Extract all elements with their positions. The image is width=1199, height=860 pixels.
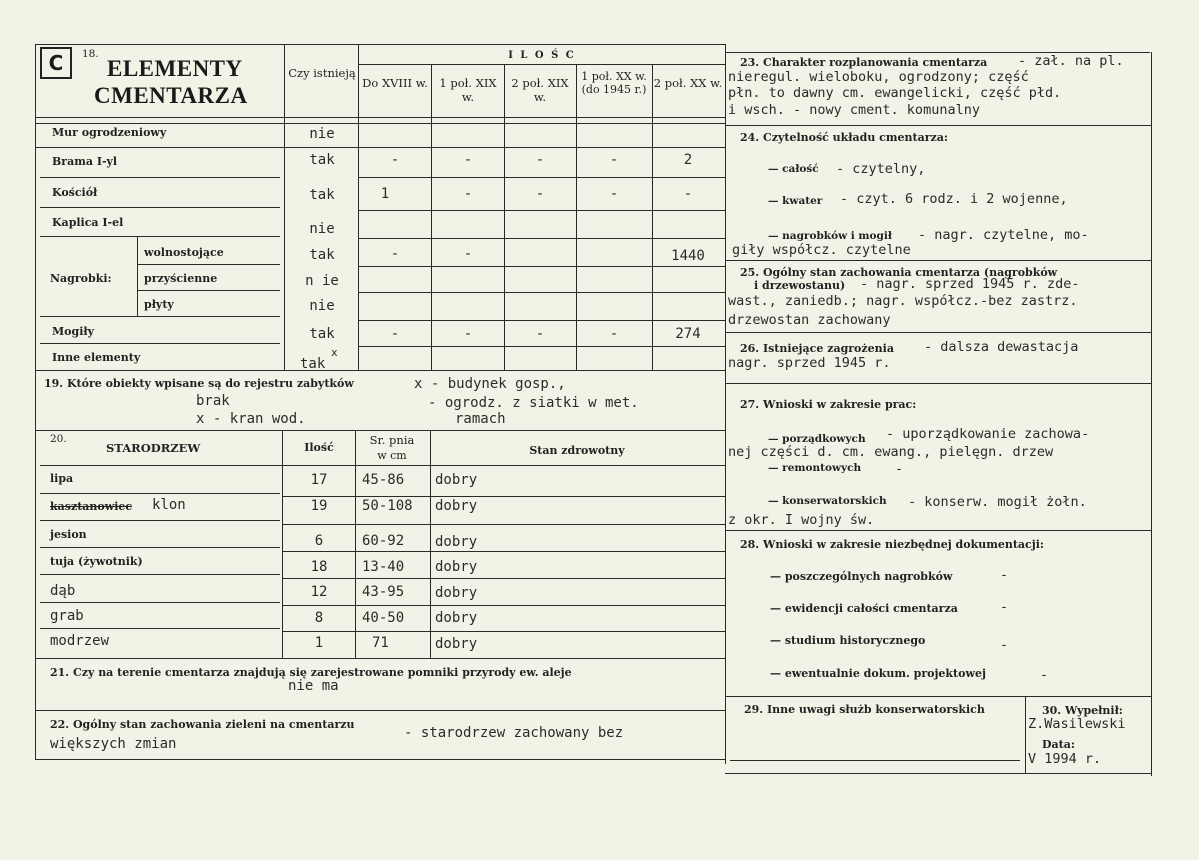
- tree-diam-header-1: Sr. pnia: [369, 433, 415, 447]
- tree-name: grab: [50, 608, 84, 624]
- sec28-dash: -: [1000, 637, 1009, 653]
- sec23-line-4: i wsch. - nowy cment. komunalny: [728, 102, 980, 118]
- qty-cell: -: [535, 326, 545, 342]
- row-label: wolnostojące: [144, 246, 224, 259]
- sec19-left-1: brak: [196, 393, 230, 409]
- sec27-item-conservation: — konserwatorskich: [768, 495, 887, 507]
- gravestones-group-label: Nagrobki:: [50, 272, 112, 285]
- x-mark: x: [331, 346, 338, 359]
- sec25-label-2: i drzewostanu): [754, 279, 846, 292]
- tree-state: dobry: [435, 585, 478, 601]
- date-value: V 1994 r.: [1028, 751, 1102, 767]
- qty-cell: -: [390, 246, 400, 262]
- exists-value: nie: [309, 126, 335, 142]
- sec23-line-1: - zał. na pl.: [1018, 53, 1124, 69]
- exists-value: nie: [309, 298, 335, 314]
- tree-qty: 19: [310, 498, 328, 514]
- period-header-4: 1 poł. XX w. (do 1945 r.): [581, 70, 647, 96]
- sec27-item-cleanup: — porządkowych: [768, 433, 866, 445]
- row-label: Mogiły: [52, 325, 95, 338]
- sec27-value-cleanup-2: nej części d. cm. ewang., pielęgn. drzew: [728, 444, 1054, 460]
- sec18-title-1: ELEMENTY: [107, 56, 243, 81]
- sec22-label: 22. Ogólny stan zachowania zieleni na cmentarzu: [50, 718, 355, 731]
- tree-qty: 17: [310, 472, 328, 488]
- sec27-item-repair: — remontowych: [768, 462, 862, 474]
- period-header-1: Do XVIII w.: [362, 76, 428, 90]
- qty-cell: -: [609, 326, 619, 342]
- tree-typed-name: klon: [152, 497, 186, 513]
- exists-value: tak: [309, 247, 335, 263]
- sec23-line-2: nieregul. wieloboku, ogrodzony; część: [728, 69, 1029, 85]
- tree-state: dobry: [435, 498, 478, 514]
- sec27-value-repair: -: [895, 461, 904, 477]
- exists-value: nie: [309, 221, 335, 237]
- tree-qty: 1: [314, 635, 324, 651]
- sec26-value-2: nagr. sprzed 1945 r.: [728, 355, 891, 371]
- sec27-value-cleanup: - uporządkowanie zachowa-: [886, 426, 1090, 442]
- tree-name: jesion: [50, 528, 87, 541]
- sec25-value-3: drzewostan zachowany: [728, 312, 891, 328]
- sec20-title: STARODRZEW: [106, 441, 201, 455]
- sec28-dash: -: [1000, 599, 1009, 615]
- sec24-value-whole: - czytelny,: [836, 161, 926, 177]
- qty-cell: -: [463, 152, 473, 168]
- tree-state: dobry: [435, 534, 478, 550]
- sec28-dash: -: [1000, 567, 1009, 583]
- sec24-value-quarters: - czyt. 6 rodz. i 2 wojenne,: [840, 191, 1068, 207]
- sec26-label: 26. Istniejące zagrożenia: [740, 342, 894, 355]
- sec27-value-conservation-2: z okr. I wojny św.: [728, 512, 875, 528]
- qty-cell: 274: [675, 326, 701, 342]
- tree-qty: 6: [314, 533, 324, 549]
- sec24-label: 24. Czytelność układu cmentarza:: [740, 131, 948, 144]
- tree-diam-header-2: w cm: [377, 449, 407, 462]
- tree-state: dobry: [435, 636, 478, 652]
- row-label: Mur ogrodzeniowy: [52, 126, 167, 139]
- qty-cell: -: [535, 152, 545, 168]
- sec26-value-1: - dalsza dewastacja: [924, 339, 1079, 355]
- quantity-header: I L O Ś C: [508, 50, 576, 61]
- tree-diam: 45-86: [362, 472, 405, 488]
- sec19-right-3: ramach: [455, 411, 506, 427]
- sec25-value-1: - nagr. sprzed 1945 r. zde-: [860, 276, 1080, 292]
- tree-diam: 40-50: [362, 610, 405, 626]
- sec19-right-2: - ogrodz. z siatki w met.: [428, 395, 639, 411]
- sec21-label: 21. Czy na terenie cmentarza znajdują się zarejestrowane pomniki przyrody ew. aleje: [50, 666, 572, 679]
- tree-diam: 50-108: [362, 498, 413, 514]
- row-label: Brama I-yl: [52, 155, 118, 168]
- qty-cell: -: [683, 186, 693, 202]
- sec24-value-graves-2: giły współcz. czytelne: [732, 242, 911, 258]
- qty-cell: -: [390, 152, 400, 168]
- sec24-item-graves: — nagrobków i mogił: [768, 230, 892, 242]
- filled-by-name: Z.Wasilewski: [1028, 716, 1126, 732]
- sec18-title-2: CMENTARZA: [94, 83, 248, 108]
- sec22-value-2: większych zmian: [50, 736, 177, 752]
- row-label: Kaplica I-el: [52, 216, 124, 229]
- tree-state-header: Stan zdrowotny: [529, 444, 625, 457]
- sec28-label: 28. Wnioski w zakresie niezbędnej dokumentacji:: [740, 538, 1044, 551]
- period-header-2: 1 poł. XIX w.: [439, 76, 497, 104]
- exists-column-header: Czy istnieją: [288, 66, 356, 80]
- tree-qty-header: Ilość: [304, 441, 334, 454]
- sec19-label: 19. Które obiekty wpisane są do rejestru zabytków: [44, 377, 354, 390]
- qty-cell: -: [535, 186, 545, 202]
- sec28-item: — ewentualnie dokum. projektowej: [770, 667, 986, 680]
- exists-value: tak: [309, 326, 335, 342]
- sec28-item: — ewidencji całości cmentarza: [770, 602, 958, 615]
- sec23-label: 23. Charakter rozplanowania cmentarza: [740, 56, 988, 69]
- tree-diam: 13-40: [362, 559, 405, 575]
- sec25-value-2: wast., zaniedb.; nagr. współcz.-bez zastrz.: [728, 293, 1078, 309]
- qty-cell: -: [463, 186, 473, 202]
- card-code-box: C: [40, 47, 72, 79]
- tree-diam: 60-92: [362, 533, 405, 549]
- exists-value: n ie: [305, 273, 339, 289]
- sec30-label: 30. Wypełnił:: [1042, 704, 1123, 717]
- row-label: Kościół: [52, 186, 98, 199]
- sec27-value-conservation: - konserw. mogił żołn.: [908, 494, 1087, 510]
- sec29-label: 29. Inne uwagi służb konserwatorskich: [744, 703, 985, 716]
- tree-qty: 18: [310, 559, 328, 575]
- period-header-5: 2 poł. XX w.: [653, 76, 723, 90]
- qty-cell: -: [463, 246, 473, 262]
- tree-name: dąb: [50, 583, 76, 599]
- sec18-number: 18.: [82, 48, 99, 60]
- qty-cell: 1440: [671, 248, 705, 264]
- sec19-right-1: x - budynek gosp.,: [414, 376, 566, 392]
- tree-diam: 71: [372, 635, 389, 651]
- tree-state: dobry: [435, 610, 478, 626]
- tree-state: dobry: [435, 472, 478, 488]
- tree-name: kasztanowiec: [50, 500, 133, 513]
- tree-qty: 8: [314, 610, 324, 626]
- tree-diam: 43-95: [362, 584, 405, 600]
- row-label: Inne elementy: [52, 351, 141, 364]
- sec24-item-whole: — całość: [768, 163, 819, 175]
- exists-value: tak: [300, 356, 326, 372]
- sec28-item: — studium historycznego: [770, 634, 926, 647]
- sec27-label: 27. Wnioski w zakresie prac:: [740, 398, 917, 411]
- qty-cell: -: [609, 152, 619, 168]
- tree-name: modrzew: [50, 633, 110, 649]
- row-label: przyścienne: [144, 272, 218, 285]
- sec24-value-graves: - nagr. czytelne, mo-: [918, 227, 1089, 243]
- sec28-dash: -: [1040, 667, 1049, 683]
- qty-cell: -: [463, 326, 473, 342]
- sec28-item: — poszczególnych nagrobków: [770, 570, 953, 583]
- qty-cell: 1: [380, 186, 390, 202]
- sec22-value-1: - starodrzew zachowany bez: [404, 725, 624, 741]
- sec20-number: 20.: [50, 433, 67, 445]
- sec25-label-1: 25. Ogólny stan zachowania cmentarza (nagrobków: [740, 266, 1058, 279]
- exists-value: tak: [309, 152, 335, 168]
- sec24-item-quarters: — kwater: [768, 195, 823, 207]
- exists-value: tak: [309, 187, 335, 203]
- tree-name: lipa: [50, 472, 74, 485]
- qty-cell: -: [390, 326, 400, 342]
- sec21-value: nie ma: [288, 678, 339, 694]
- date-label: Data:: [1042, 738, 1075, 751]
- sec19-left-2: x - kran wod.: [196, 411, 306, 427]
- row-label: płyty: [144, 298, 174, 311]
- qty-cell: 2: [683, 152, 693, 168]
- tree-qty: 12: [310, 584, 328, 600]
- period-header-3: 2 poł. XIX w.: [511, 76, 569, 104]
- qty-cell: -: [609, 186, 619, 202]
- tree-name: tuja (żywotnik): [50, 555, 143, 568]
- tree-state: dobry: [435, 559, 478, 575]
- sec23-line-3: płn. to dawny cm. ewangelicki, część płd.: [728, 85, 1062, 101]
